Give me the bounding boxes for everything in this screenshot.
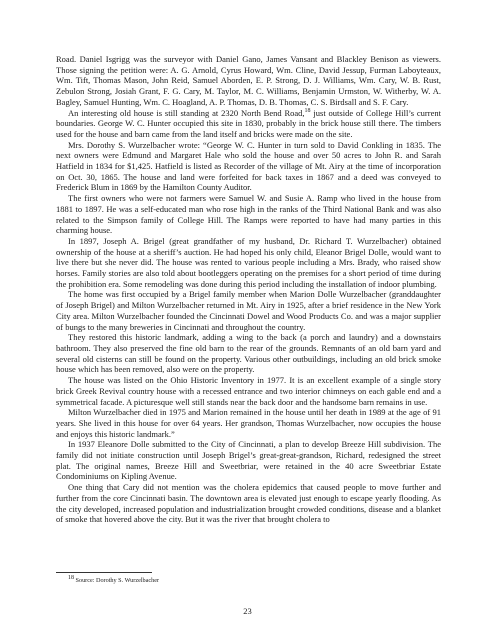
paragraph: The house was listed on the Ohio Historic Inventory in 1977. It is an excellent example of a single story brick Greek Revival country house with a recessed entrance and two interior chimneys on each gable end and a symmetrical facade. A picturesque well still stands near the back door and the handsome barn remains in use. [56, 375, 441, 407]
paragraph: One thing that Cary did not mention was the cholera epidemics that caused people to move further and further from the core Cincinnati basin. The downtown area is elevated just enough to escape yearly flooding. As the city developed, increased population and industrialization brought crowded conditions, disease and a blanket of smoke that hovered above the city. But it was the river that brought cholera to [56, 482, 441, 525]
paragraph-text: An interesting old house is still standing at 2320 North Bend Road, [68, 107, 305, 118]
body-text [56, 54, 441, 525]
paragraph: Milton Wurzelbacher died in 1975 and Marion remained in the house until her death in 1989 at the age of 91 years. She lived in this house for over 64 years. Her grandson, Thomas Wurzelbacher, now occupies the house and enjoys this historic landmark.” [56, 407, 441, 439]
paragraph: In 1937 Eleanore Dolle submitted to the City of Cincinnati, a plan to develop Breeze Hill subdivision. The family did not initiate construction until Joseph Brigel’s great-great-grandson, Richard, redesigned the street plat. The original names, Breeze Hill and Sweetbriar, were retained in the 40 acre Sweetbriar Estate Condominiums on Kipling Avenue. [56, 439, 441, 482]
paragraph: Mrs. Dorothy S. Wurzelbacher wrote: “George W. C. Hunter in turn sold to David Conkling in 1835. The next owners were Edmund and Margaret Hale who sold the house and over 50 acres to John R. and Sarah Hatfield in 1834 for $1,425. Hatfield is listed as Recorder of the village of Mt. Airy at the time of incorporation on Oct. 30, 1865. The house and land were forfeited for back taxes in 1867 and a deed was conveyed to Frederick Blum in 1869 by the Hamilton County Auditor. [56, 139, 441, 193]
paragraph: In 1897, Joseph A. Brigel (great grandfather of my husband, Dr. Richard T. Wurzelbacher) obtained ownership of the house at a sheriff’s auction. He had hoped his only child, Eleanor Brigel Dolle, would want to live there but she never did. The house was rented to various people including a Mrs. Brady, who raised show horses. Family stories are also told about bootleggers operating on the premises for a short period of time during the prohibition era. Some remodeling was done during this period including the installation of indoor plumbing. [56, 235, 441, 289]
footnote [68, 574, 428, 585]
paragraph: They restored this historic landmark, adding a wing to the back (a porch and laundry) and a downstairs bathroom. They also preserved the fine old barn to the rear of the grounds. Remnants of an old barn yard and several old cisterns can still be found on the property. Various other outbuildings, including an old brick smoke house which has been removed, also were on the property. [56, 332, 441, 375]
footnote-divider [56, 572, 152, 573]
footnote-mark: 18 [68, 574, 74, 581]
footnote-reference: 18 [304, 107, 311, 114]
paragraph [56, 108, 441, 140]
paragraph: The first owners who were not farmers were Samuel W. and Susie A. Ramp who lived in the house from 1881 to 1897. He was a self-educated man who rose high in the ranks of the Third National Bank and was also related to the Simpson family of College Hill. The Ramps were reported to have had many parties in this charming house. [56, 193, 441, 236]
paragraph: The home was first occupied by a Brigel family member when Marion Dolle Wurzelbacher (granddaughter of Joseph Brigel) and Milton Wurzelbacher returned in Mt. Airy in 1925, after a brief residence in the New York City area. Milton Wurzelbacher founded the Cincinnati Dowel and Wood Products Co. and was a major supplier of bungs to the many breweries in Cincinnati and throughout the country. [56, 289, 441, 332]
footnote-text: Source: Dorothy S. Wurzelbacher [74, 577, 160, 584]
paragraph-text: just outside of College Hill’s current boundaries. George W. C. Hunter occupied this site in 1830, probably in the brick house still there. The timbers used for the house and barn came from the land itself and bricks were made on the site. [56, 107, 441, 139]
paragraph: Road. Daniel Isgrigg was the surveyor with Daniel Gano, James Vansant and Blackley Benison as viewers. Those signing the petition were: A. G. Arnold, Cyrus Howard, Wm. Cline, David Jessup, Furman Laboyteaux, Wm. Tift, Thomas Mason, John Reid, Samuel Aborden, E. P. Strong, D. J. Williams, Wm. Cary, W. B. Rust, Zebulon Strong, Josiah Grant, F. G. Cary, M. Taylor, M. C. Williams, Benjamin Urmston, W. Witherby, W. A. Bagley, Samuel Hunting, Wm. C. Hoagland, A. P. Thomas, D. B. Thomas, C. S. Birdsall and S. F. Cary. [56, 54, 441, 107]
page-number: 23 [243, 606, 252, 616]
